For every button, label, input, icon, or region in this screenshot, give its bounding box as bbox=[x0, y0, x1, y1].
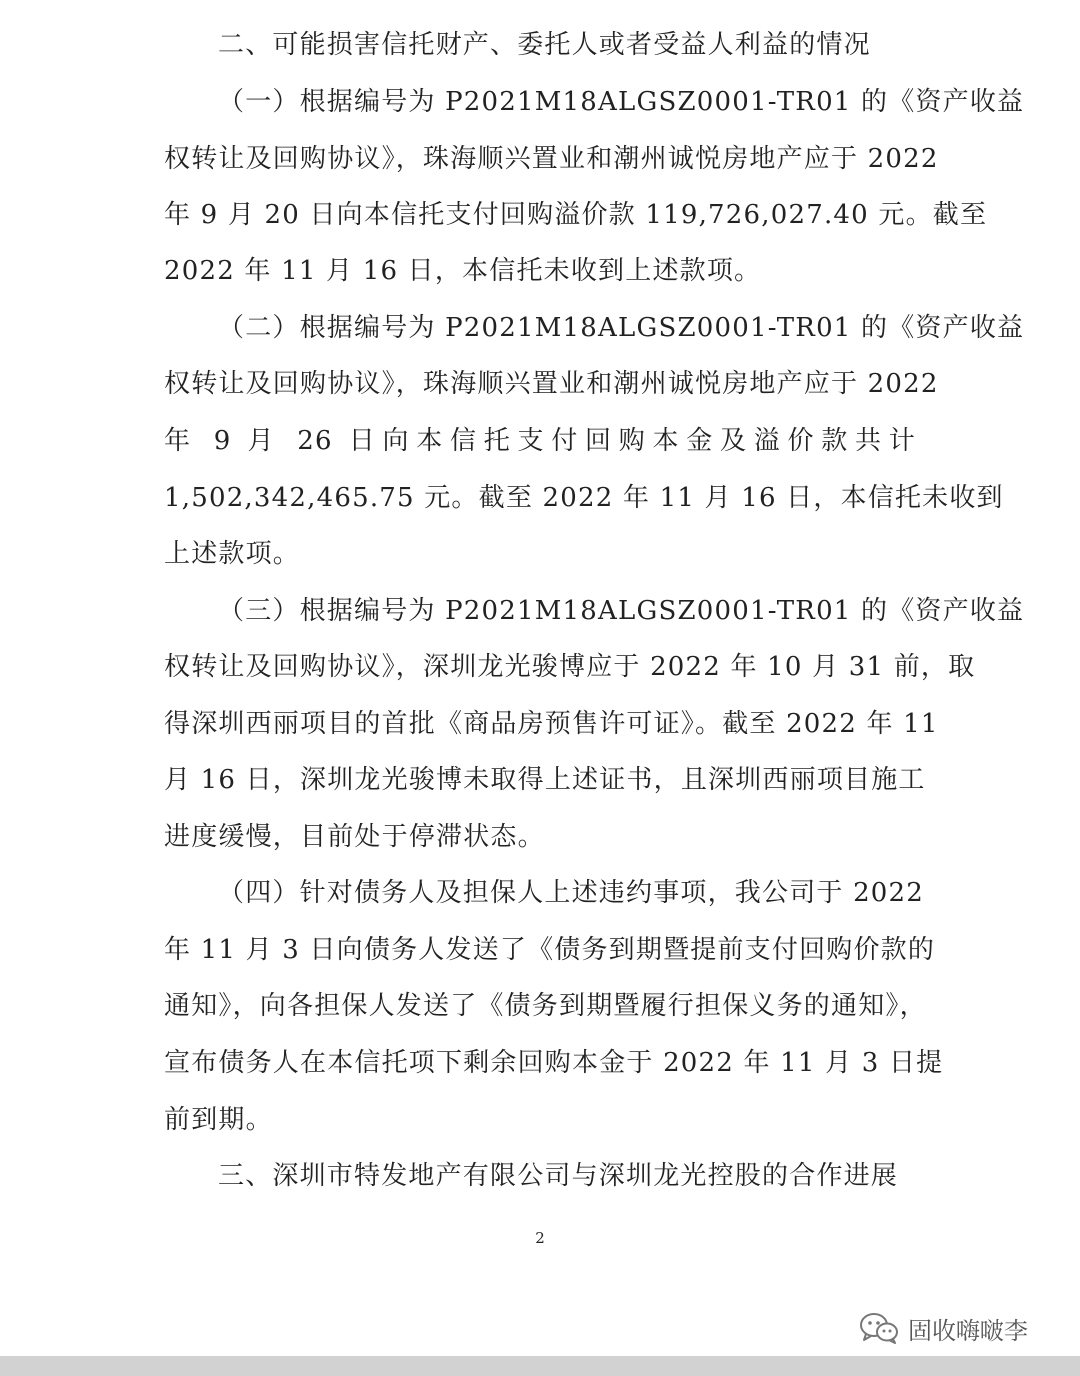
paragraph-2-line-1: （二）根据编号为 P2021M18ALGSZ0001-TR01 的《资产收益 bbox=[218, 313, 1025, 343]
paragraph-1-line-1: （一）根据编号为 P2021M18ALGSZ0001-TR01 的《资产收益 bbox=[218, 87, 1025, 117]
paragraph-4-line-2: 年 11 月 3 日向债务人发送了《债务到期暨提前支付回购价款的 bbox=[164, 935, 936, 965]
paragraph-2-line-3: 年 9 月 26 日向本信托支付回购本金及溢价款共计 bbox=[164, 426, 916, 456]
watermark-text: 固收嗨啵李 bbox=[908, 1316, 1028, 1345]
paragraph-1-line-2: 权转让及回购协议》，珠海顺兴置业和潮州诚悦房地产应于 2022 bbox=[164, 144, 939, 174]
paragraph-3-line-2: 权转让及回购协议》，深圳龙光骏博应于 2022 年 10 月 31 前，取 bbox=[164, 652, 976, 682]
paragraph-4-line-5: 前到期。 bbox=[164, 1105, 273, 1135]
paragraph-3-line-5: 进度缓慢，目前处于停滞状态。 bbox=[164, 822, 545, 852]
paragraph-4-line-3: 通知》，向各担保人发送了《债务到期暨履行担保义务的通知》， bbox=[164, 991, 927, 1021]
section-heading-3: 三、深圳市特发地产有限公司与深圳龙光控股的合作进展 bbox=[218, 1161, 899, 1191]
wechat-icon bbox=[858, 1311, 900, 1345]
paragraph-4-line-1: （四）针对债务人及担保人上述违约事项，我公司于 2022 bbox=[218, 878, 925, 908]
paragraph-1-line-3: 年 9 月 20 日向本信托支付回购溢价款 119,726,027.40 元。截至 bbox=[164, 200, 988, 230]
watermark bbox=[858, 1310, 1028, 1346]
section-heading-2: 二、可能损害信托财产、委托人或者受益人利益的情况 bbox=[218, 30, 871, 60]
paragraph-3-line-1: （三）根据编号为 P2021M18ALGSZ0001-TR01 的《资产收益 bbox=[218, 596, 1025, 626]
paragraph-3-line-4: 月 16 日，深圳龙光骏博未取得上述证书，且深圳西丽项目施工 bbox=[164, 765, 926, 795]
paragraph-2-line-4: 1,502,342,465.75 元。截至 2022 年 11 月 16 日，本信托未收到 bbox=[164, 483, 1004, 513]
paragraph-4-line-4: 宣布债务人在本信托项下剩余回购本金于 2022 年 11 月 3 日提 bbox=[164, 1048, 944, 1078]
page-number: 2 bbox=[535, 1229, 545, 1247]
paragraph-3-line-3: 得深圳西丽项目的首批《商品房预售许可证》。截至 2022 年 11 bbox=[164, 709, 939, 739]
paragraph-1-line-4: 2022 年 11 月 16 日，本信托未收到上述款项。 bbox=[164, 256, 762, 286]
bottom-bar bbox=[0, 1356, 1080, 1376]
paragraph-2-line-2: 权转让及回购协议》，珠海顺兴置业和潮州诚悦房地产应于 2022 bbox=[164, 369, 939, 399]
paragraph-2-line-5: 上述款项。 bbox=[164, 539, 301, 569]
